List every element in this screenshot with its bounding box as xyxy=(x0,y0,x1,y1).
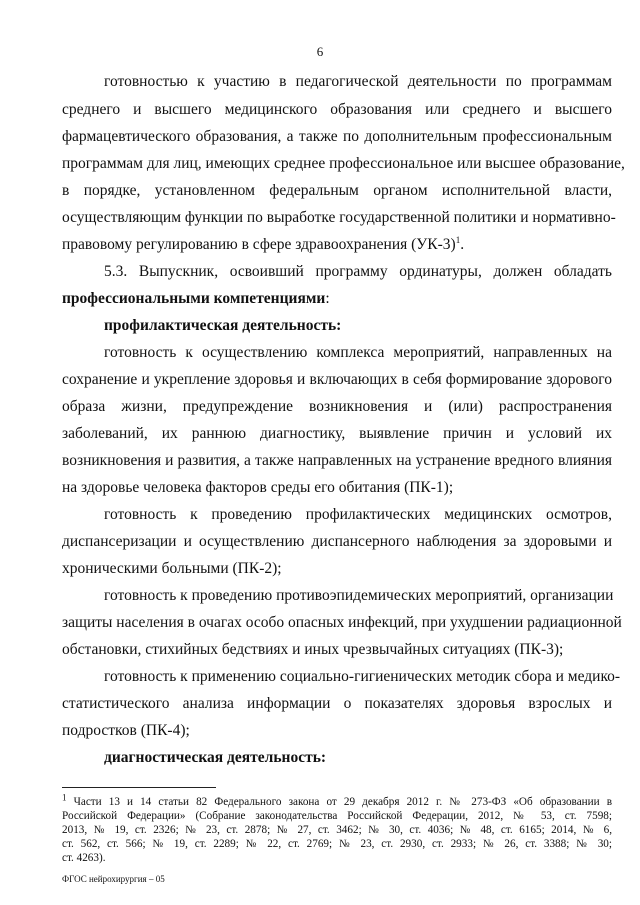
text-line: обстановки, стихийных бедствиях и иных чрезвычайных ситуациях (ПК-3); xyxy=(62,641,564,658)
text-line: хроническими больными (ПК-2); xyxy=(62,560,282,577)
footnote-line: ст. 4263). xyxy=(62,852,106,864)
text-line: готовность к проведению противоэпидемических мероприятий, организации xyxy=(104,587,614,604)
text-line: готовность к проведению профилактических медицинских осмотров, xyxy=(104,506,612,523)
subsection-heading-prophylactic: профилактическая деятельность: xyxy=(104,317,342,334)
footnote-line: ст. 562, ст. 566; № 19, ст. 2289; № 22, ст. 2769; № 23, ст. 2930, ст. 2933; № 26, ст. 3388; № 30; xyxy=(62,838,612,850)
text-line: готовность к применению социально-гигиенических методик сбора и медико- xyxy=(104,668,621,685)
text-line: защиты населения в очагах особо опасных инфекций, при ухудшении радиационной xyxy=(62,614,622,631)
text-line: осуществляющим функции по выработке государственной политики и нормативно- xyxy=(62,209,616,226)
footnote-line: Российской Федерации» (Собрание законодательства Российской Федерации, 2012, № 53, ст. 7598; xyxy=(62,810,612,822)
section-5-3-line: 5.3. Выпускник, освоивший программу ординатуры, должен обладать xyxy=(104,263,612,280)
footnote-divider xyxy=(62,787,216,788)
text-line: готовностью к участию в педагогической деятельности по программам xyxy=(104,73,612,90)
text-line-end: : xyxy=(325,290,330,307)
text-line: подростков (ПК-4); xyxy=(62,722,190,739)
bold-heading: профессиональными компетенциями xyxy=(62,290,326,307)
text-line: среднего и высшего медицинского образования или среднего и высшего xyxy=(62,101,612,118)
page-number: 6 xyxy=(316,44,324,59)
page-footer: ФГОС нейрохирургия – 05 xyxy=(62,874,165,884)
text-line: готовность к осуществлению комплекса мероприятий, направленных на xyxy=(104,344,612,361)
text-line: заболеваний, их раннюю диагностику, выявление причин и условий их xyxy=(62,425,612,442)
text-line: программам для лиц, имеющих среднее профессиональное или высшее образование, xyxy=(62,155,625,172)
text-line: сохранение и укрепление здоровья и включающих в себя формирование здорового xyxy=(62,371,612,388)
text-line xyxy=(62,289,612,309)
text-line-end: . xyxy=(460,236,465,253)
text-line: статистического анализа информации о показателях здоровья взрослых и xyxy=(62,695,612,712)
text-line: в порядке, установленном федеральным органом исполнительной власти, xyxy=(62,182,612,199)
text-line: образа жизни, предупреждение возникновения и (или) распространения xyxy=(62,398,612,415)
text-line: на здоровье человека факторов среды его обитания (ПК-1); xyxy=(62,479,454,496)
subsection-heading-diagnostic: диагностическая деятельность: xyxy=(104,749,327,766)
footnote-ref: 1 xyxy=(455,234,461,245)
footnote-mark: 1 xyxy=(62,792,67,803)
text-line xyxy=(62,235,612,255)
footnote-line xyxy=(62,792,612,809)
text-line: диспансеризации и осуществлению диспансерного наблюдения за здоровыми и xyxy=(62,533,612,550)
footnote-line: 2013, № 19, ст. 2326; № 23, ст. 2878; № 27, ст. 3462; № 30, ст. 4036; № 48, ст. 6165; 2014, № 6, xyxy=(62,824,612,836)
text-line: фармацевтического образования, а также по дополнительным профессиональным xyxy=(62,128,612,145)
footnote-text: Части 13 и 14 статьи 82 Федерального закона от 29 декабря 2012 г. № 273-ФЗ «Об образовании в xyxy=(66,796,612,808)
text-line: возникновения и развития, а также направленных на устранение вредного влияния xyxy=(62,452,612,469)
text-line-body: правовому регулированию в сфере здравоохранения (УК-3) xyxy=(62,236,456,253)
